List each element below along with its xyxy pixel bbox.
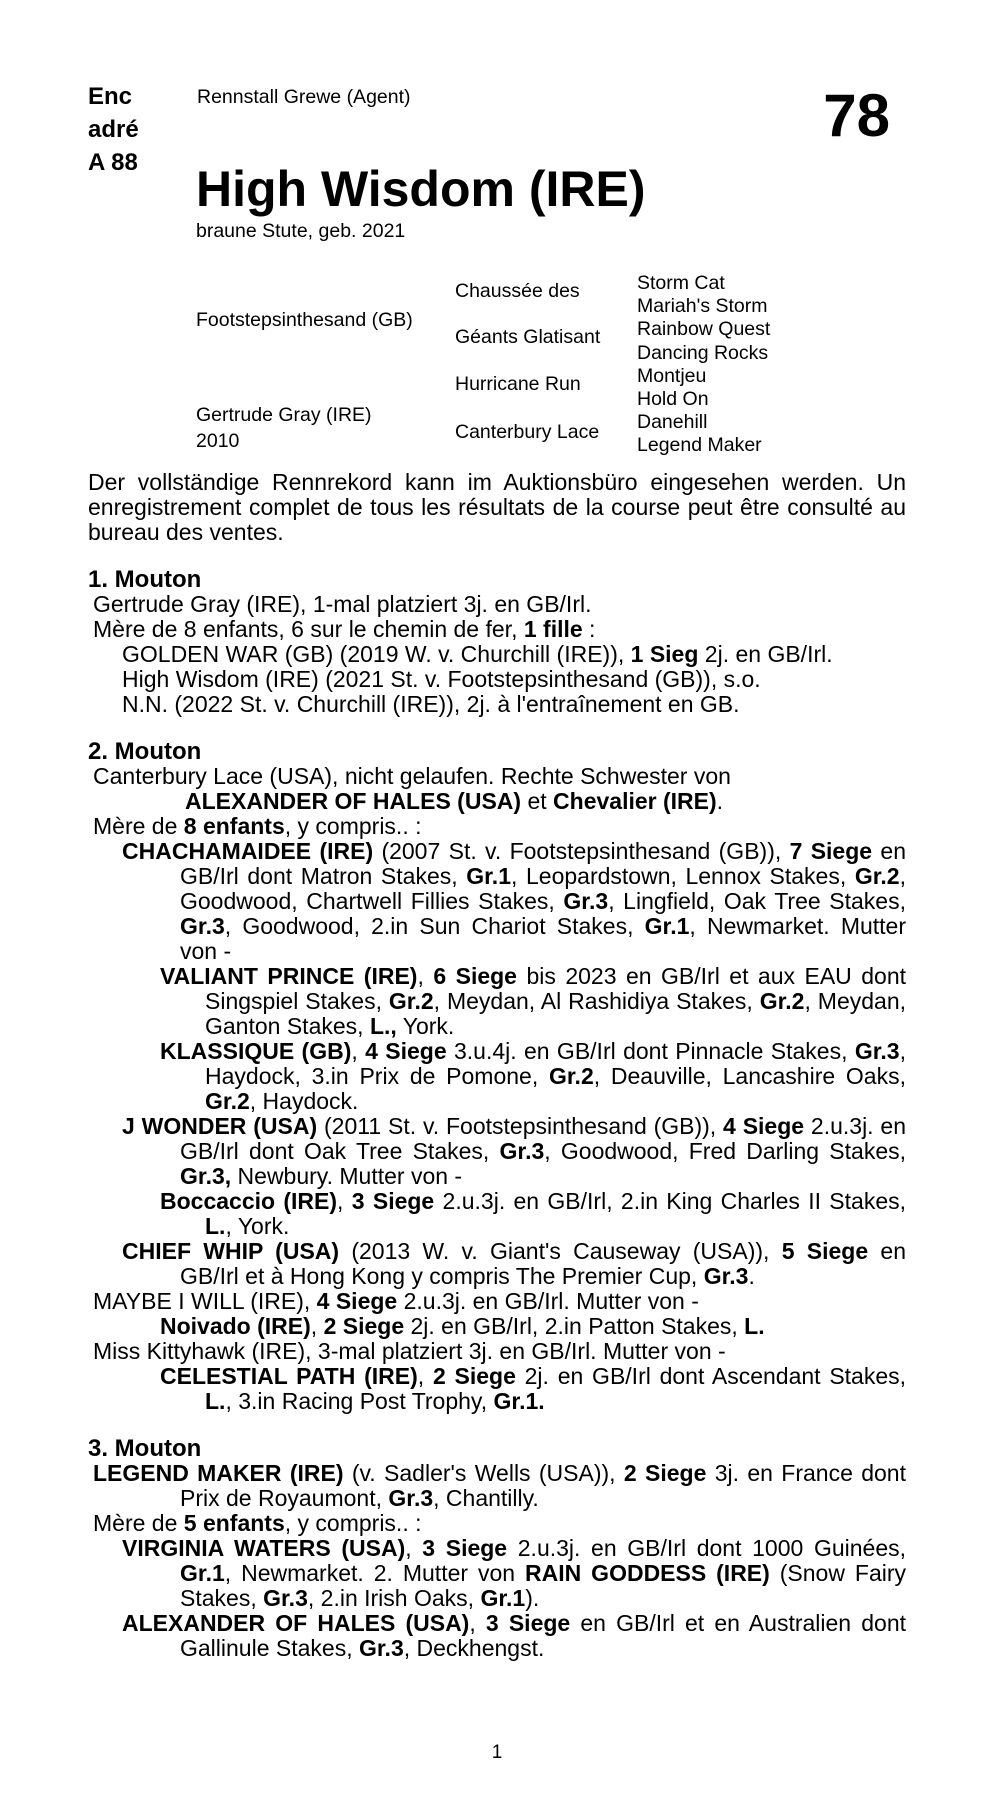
pedigree-grandparent: Géants Glatisant xyxy=(455,326,601,348)
box-label xyxy=(88,80,139,179)
catalog-paragraph: Mère de 8 enfants, y compris.. : xyxy=(93,813,422,839)
horse-description: braune Stute, geb. 2021 xyxy=(196,220,406,242)
horse-title: High Wisdom (IRE) xyxy=(196,161,646,217)
catalog-paragraph: Mère de 8 enfants, 6 sur le chemin de fer, 1 fille : xyxy=(93,616,596,642)
box-label-line-3: A 88 xyxy=(88,149,138,176)
catalog-paragraph: Canterbury Lace (USA), nicht gelaufen. Rechte Schwester von xyxy=(93,763,731,789)
pedigree-great-grandparent: Hold On xyxy=(637,388,709,411)
pedigree-dam-year: 2010 xyxy=(196,430,240,452)
pedigree-great-grandparents xyxy=(637,272,770,458)
pedigree-great-grandparent: Rainbow Quest xyxy=(637,318,771,341)
pedigree-great-grandparent: Montjeu xyxy=(637,364,707,387)
catalog-body xyxy=(88,470,906,1661)
pedigree-great-grandparent: Mariah's Storm xyxy=(637,295,768,318)
catalog-paragraph: CELESTIAL PATH (IRE), 2 Siege 2j. en GB/Irl dont Ascendant Stakes, L., 3.in Racing Post Trophy, Gr.1. xyxy=(160,1363,907,1414)
pedigree-great-grandparent: Danehill xyxy=(637,411,708,434)
consignor: Rennstall Grewe (Agent) xyxy=(197,86,411,108)
dam-sections xyxy=(88,567,906,1661)
catalog-paragraph: High Wisdom (IRE) (2021 St. v. Footstepsinthesand (GB)), s.o. xyxy=(122,666,761,692)
catalog-paragraph: CHIEF WHIP (USA) (2013 W. v. Giant's Causeway (USA)), 5 Siege en GB/Irl et à Hong Kong y compris The Premier Cup, Gr.3. xyxy=(122,1238,907,1289)
section-heading: 2. Mouton xyxy=(88,738,202,765)
catalog-paragraph: N.N. (2022 St. v. Churchill (IRE)), 2j. à l'entraînement en GB. xyxy=(122,691,740,717)
catalog-paragraph: MAYBE I WILL (IRE), 4 Siege 2.u.3j. en GB/Irl. Mutter von - xyxy=(93,1288,699,1314)
catalog-paragraph: Miss Kittyhawk (IRE), 3-mal platziert 3j. en GB/Irl. Mutter von - xyxy=(93,1338,726,1364)
pedigree-great-grandparent: Dancing Rocks xyxy=(637,341,769,364)
catalog-paragraph: VIRGINIA WATERS (USA), 3 Siege 2.u.3j. en GB/Irl dont 1000 Guinées, Gr.1, Newmarket. 2. Mutter von RAIN GODDESS (IRE) (Snow Fairy Stakes, Gr.3, 2.in Irish Oaks, Gr.1). xyxy=(122,1535,907,1611)
pedigree-grandparent: Canterbury Lace xyxy=(455,421,600,443)
section-heading: 1. Mouton xyxy=(88,566,202,593)
catalog-paragraph: J WONDER (USA) (2011 St. v. Footstepsinthesand (GB)), 4 Siege 2.u.3j. en GB/Irl dont Oak Tree Stakes, Gr.3, Goodwood, Fred Darling Stakes, Gr.3, Newbury. Mutter von - xyxy=(122,1113,907,1189)
pedigree-great-grandparent: Storm Cat xyxy=(637,272,725,294)
catalog-paragraph: Gertrude Gray (IRE), 1-mal platziert 3j. en GB/Irl. xyxy=(93,591,592,617)
box-label-line-2: adré xyxy=(88,116,139,143)
box-label-line-1: Enc xyxy=(88,83,133,110)
lot-number: 78 xyxy=(823,82,890,149)
pedigree-dam xyxy=(196,402,372,454)
catalog-paragraph: ALEXANDER OF HALES (USA) et Chevalier (IRE). xyxy=(185,788,724,814)
catalog-paragraph: VALIANT PRINCE (IRE), 6 Siege bis 2023 en GB/Irl et aux EAU dont Singspiel Stakes, Gr.2, Meydan, Al Rashidiya Stakes, Gr.2, Meydan, Ganton Stakes, L., York. xyxy=(160,963,907,1039)
catalog-paragraph: ALEXANDER OF HALES (USA), 3 Siege en GB/Irl et en Australien dont Gallinule Stakes, Gr.3, Deckhengst. xyxy=(122,1610,907,1661)
catalog-paragraph: KLASSIQUE (GB), 4 Siege 3.u.4j. en GB/Irl dont Pinnacle Stakes, Gr.3, Haydock, 3.in Prix de Pomone, Gr.2, Deauville, Lancashire Oaks, Gr.2, Haydock. xyxy=(160,1038,906,1114)
catalog-paragraph: LEGEND MAKER (IRE) (v. Sadler's Wells (USA)), 2 Siege 3j. en France dont Prix de Royaumont, Gr.3, Chantilly. xyxy=(93,1460,906,1511)
pedigree-dam-name: Gertrude Gray (IRE) xyxy=(196,404,372,426)
catalog-paragraph: CHACHAMAIDEE (IRE) (2007 St. v. Footstepsinthesand (GB)), 7 Siege en GB/Irl dont Matron Stakes, Gr.1, Leopardstown, Lennox Stakes, Gr.2, Goodwood, Chartwell Fillies Stakes, Gr.3, Lingfield, Oak Tree Stakes, Gr.3, Goodwood, 2.in Sun Chariot Stakes, Gr.1, Newmarket. Mutter von - xyxy=(122,838,906,964)
pedigree-great-grandparent: Legend Maker xyxy=(637,434,762,457)
catalog-paragraph: Noivado (IRE), 2 Siege 2j. en GB/Irl, 2.in Patton Stakes, L. xyxy=(160,1313,765,1339)
catalog-paragraph: Boccaccio (IRE), 3 Siege 2.u.3j. en GB/Irl, 2.in King Charles II Stakes, L., York. xyxy=(160,1188,907,1239)
pedigree-sire: Footstepsinthesand (GB) xyxy=(196,309,413,331)
pedigree-grandparent: Chaussée des xyxy=(455,280,580,302)
page-number: 1 xyxy=(491,1742,503,1763)
catalog-paragraph: Mère de 5 enfants, y compris.. : xyxy=(93,1510,422,1536)
catalog-paragraph: GOLDEN WAR (GB) (2019 W. v. Churchill (IRE)), 1 Sieg 2j. en GB/Irl. xyxy=(122,641,833,667)
pedigree-grandparent: Hurricane Run xyxy=(455,373,581,395)
race-record-notice: Der vollständige Rennrekord kann im Auktionsbüro eingesehen werden. Un enregistrement complet de tous les résultats de la course peut être consulté au bureau des ventes. xyxy=(88,469,906,545)
section-heading: 3. Mouton xyxy=(88,1435,202,1462)
